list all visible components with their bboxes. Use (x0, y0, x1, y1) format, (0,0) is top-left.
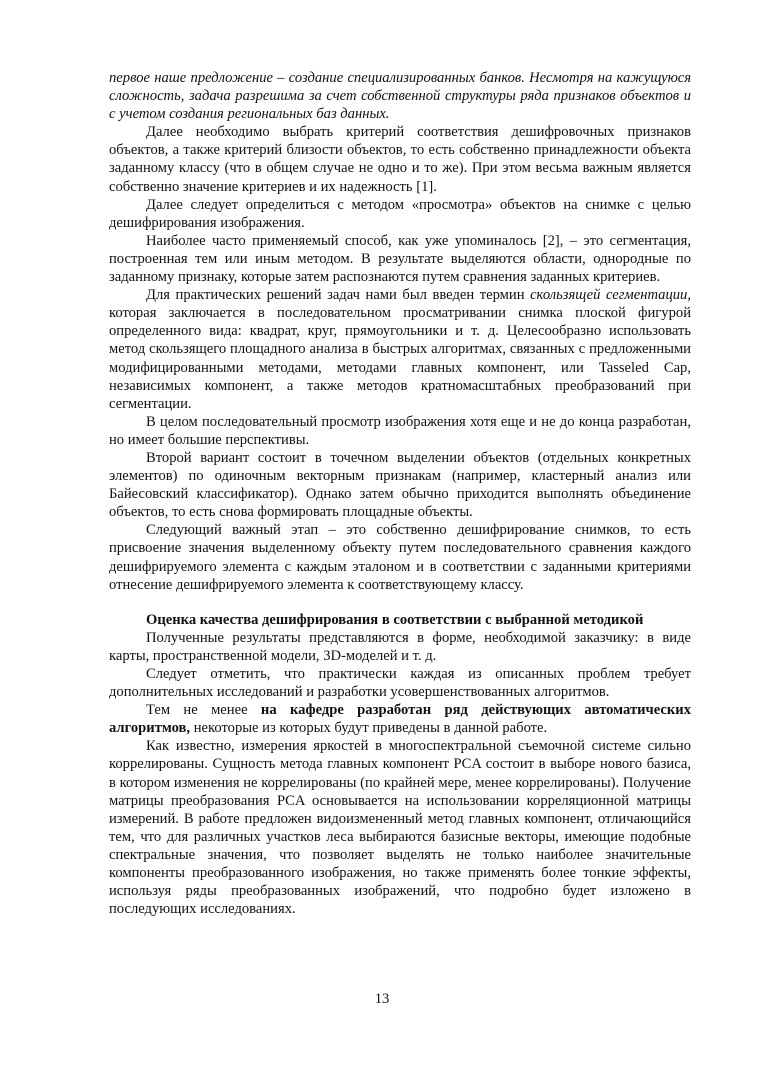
paragraph-segmentation: Наиболее часто применяемый способ, как уже упоминалось [2], – это сегментация, построенная тем или иным методом. В результате выделяются области, однородные по заданному признаку, которые затем распознаются путем сравнения заданных критериев. (109, 232, 691, 286)
paragraph-decoding-stage: Следующий важный этап – это собственно дешифрирование снимков, то есть присвоение значения выделенному объекту путем последовательного сравнения каждого дешифрируемого элемента с каждым эталоном и в соответствии с заданными критериями отнесение дешифрируемого элемента к соответствующему классу. (109, 522, 691, 593)
bold-emphasis: на кафедре разработан ряд действующих автоматических алгоритмов, (109, 702, 691, 737)
paragraph-point-selection: Второй вариант состоит в точечном выделении объектов (отдельных конкретных элементов) по одиночным векторным признакам (например, кластерный анализ или Байесовский классификатор). Однако затем обычно приходится выполнять объединение объектов, то есть снова формировать площадные объекты. (109, 449, 691, 521)
text-run: некоторые из которых будут приведены в данной работе. (190, 720, 548, 737)
text-run: Для практических решений задач нами был введен термин (146, 287, 531, 304)
paragraph-intro: первое наше предложение – создание специализированных банков. Несмотря на кажущуюся сложность, задача разрешима за счет собственной структуры ряда признаков объектов и с учетом создания региональных баз данных. (109, 70, 691, 123)
paragraph-criteria: Далее необходимо выбрать критерий соответствия дешифровочных признаков объектов, а также критерий близости объектов, то есть собственно принадлежности объекта заданному классу (что в общем случае не одно и то же). При этом весьма важным является собственно значение критериев и их надежность [1]. (109, 124, 691, 195)
text-run: Тем не менее (146, 702, 261, 719)
text-run: , которая заключается в последовательном просматривании снимка плоской фигурой определенного вида: квадрат, круг, прямоугольники и т. д. Целесообразно использовать метод скользящего площадного анализа в быстрых алгоритмах, связанных с предложенными модифицированными методами, методами главных компонент, или Tasseled Cap, независимых компонент, а также методов кратномасштабных преобразований при сегментации. (109, 287, 692, 412)
term-italic: скользящей сегментации (530, 287, 688, 304)
paragraph-note: Следует отметить, что практически каждая из описанных проблем требует дополнительных исследований и разработки усовершенствованных алгоритмов. (109, 666, 691, 701)
section-heading: Оценка качества дешифрирования в соответствии с выбранной методикой (146, 611, 644, 628)
document-body (109, 69, 691, 918)
page-number: 13 (374, 991, 390, 1007)
paragraph-sliding-segmentation (109, 286, 691, 413)
paragraph-sequential-view: В целом последовательный просмотр изображения хотя еще и не до конца разработан, но имеет большие перспективы. (109, 413, 691, 448)
paragraph-results: Полученные результаты представляются в форме, необходимой заказчику: в виде карты, пространственной модели, 3D-моделей и т. д. (109, 629, 691, 664)
paragraph-algorithms (109, 701, 691, 737)
paragraph-view-method: Далее следует определиться с методом «просмотра» объектов на снимке с целью дешифрирования изображения. (109, 196, 691, 231)
paragraph-pca: Как известно, измерения яркостей в многоспектральной съемочной системе сильно коррелированы. Сущность метода главных компонент PCA состоит в выборе нового базиса, в котором изменения не коррелированы (по крайней мере, менее коррелированы). Получение матрицы преобразования PCA основывается на использовании корреляционной матрицы измерений. В работе предложен видоизмененный метод главных компонент, отличающийся тем, что для различных участков леса выбираются базисные векторы, имеющие подобные спектральные значения, что позволяет выделять не только наиболее значительные компоненты преобразованного изображения, но также применять более тонкие эффекты, используя ряды преобразованных изображений, что подробно будет изложено в последующих исследованиях. (109, 738, 691, 918)
